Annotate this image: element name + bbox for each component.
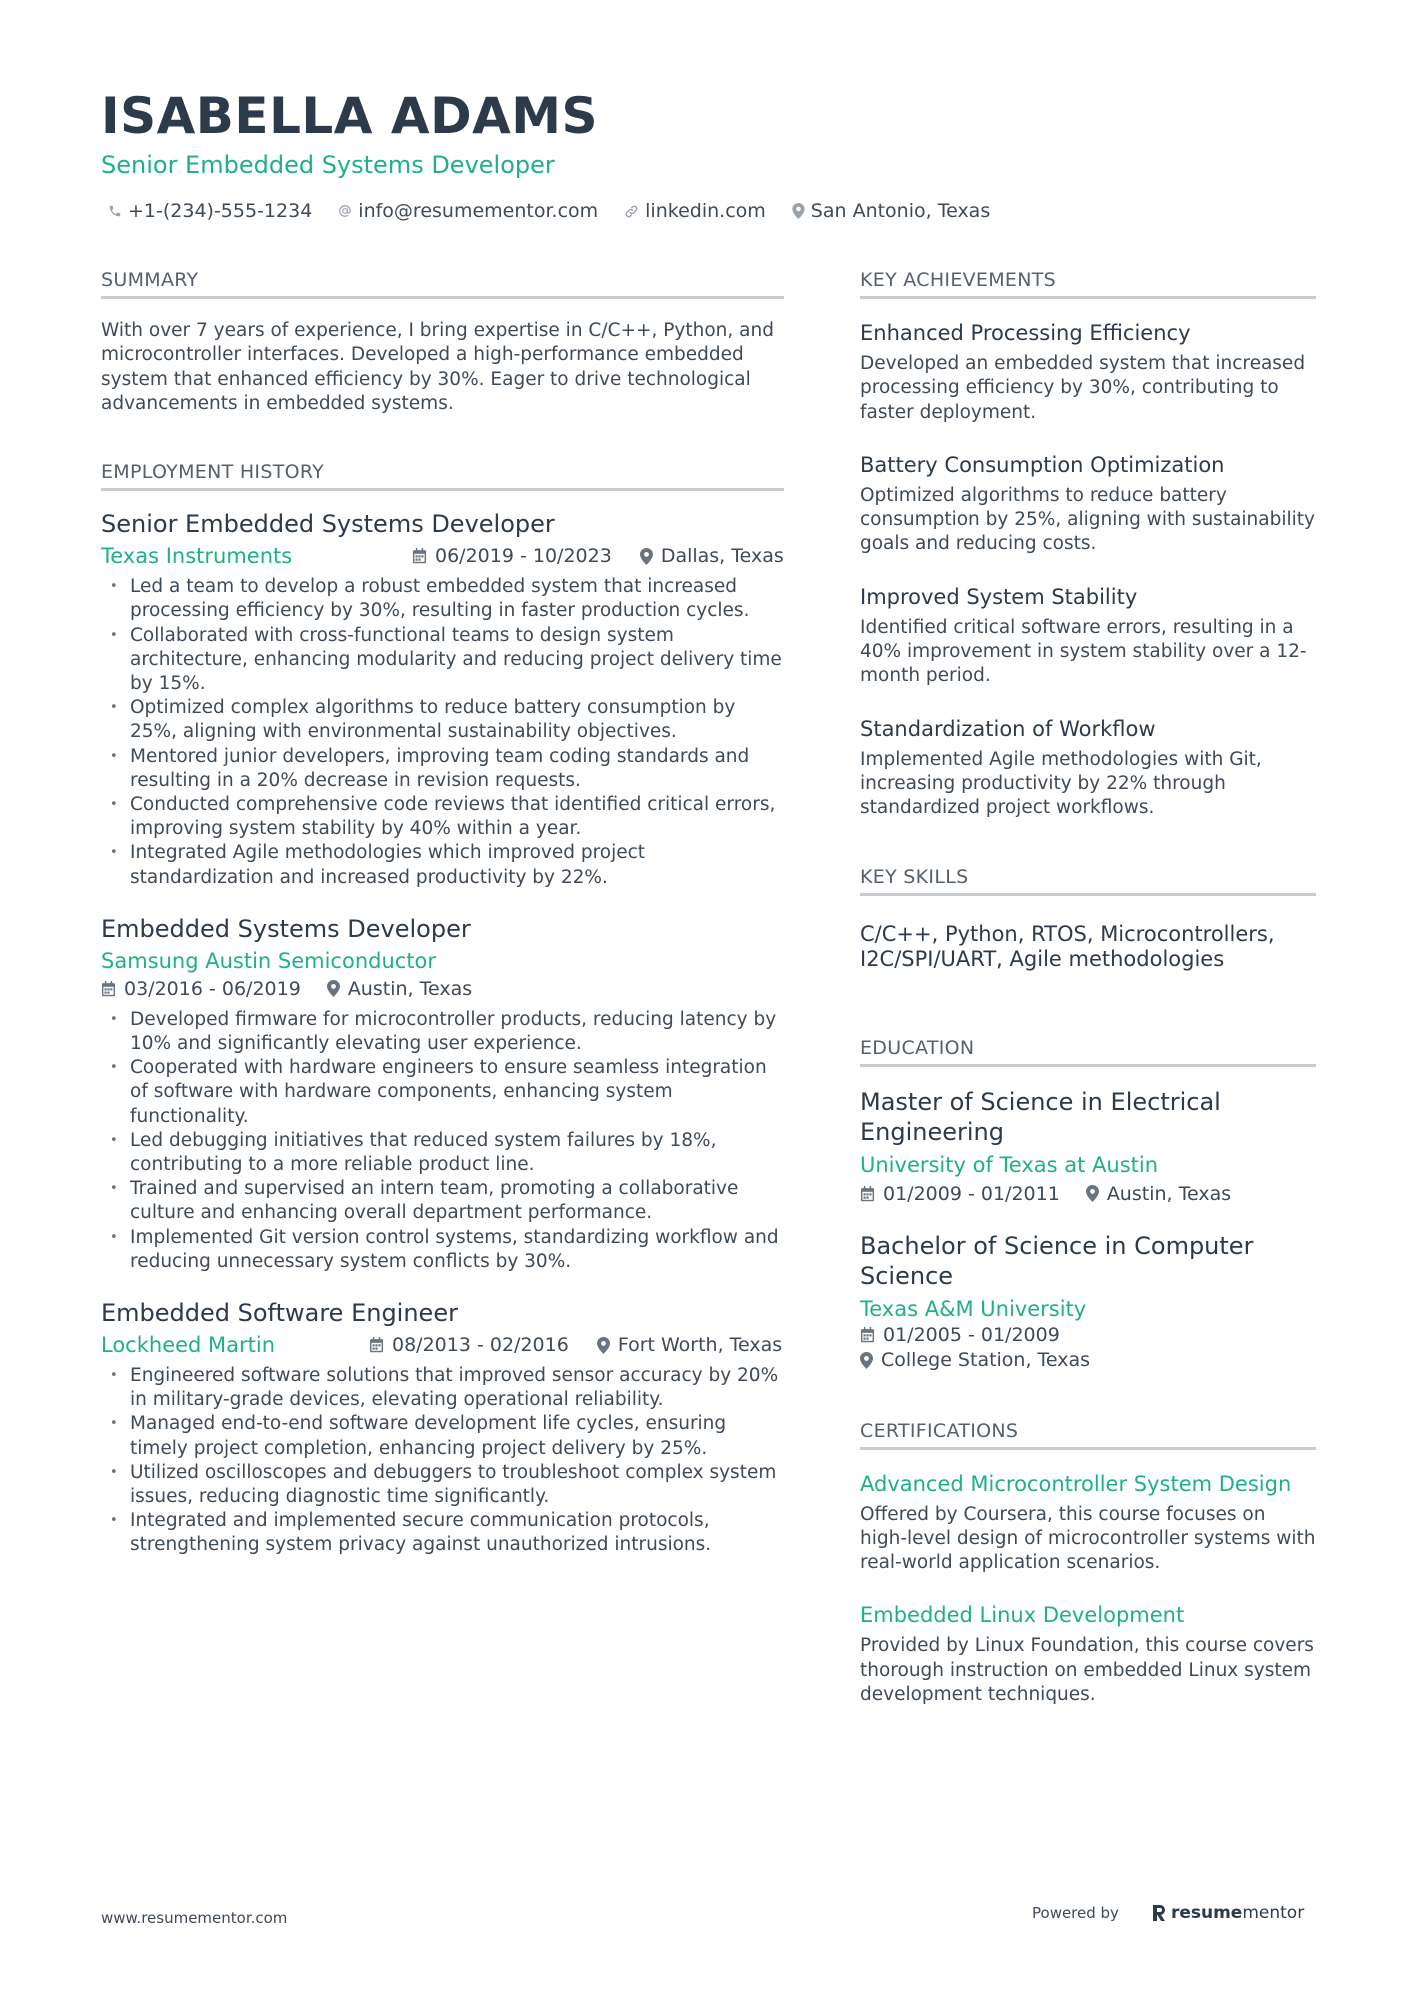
job-location bbox=[327, 974, 472, 1004]
job-meta bbox=[101, 541, 784, 571]
list-item: • Optimized complex algorithms to reduce battery consumption by 25%, aligning with environmental sustainability objectives. bbox=[101, 696, 784, 744]
job-location-text: Dallas, Texas bbox=[660, 545, 784, 568]
footer-website[interactable]: www.resumementor.com bbox=[101, 1909, 288, 1927]
list-item: • Mentored junior developers, improving team coding standards and resulting in a 20% decrease in revision requests. bbox=[101, 745, 784, 793]
achievement-desc: Implemented Agile methodologies with Git, increasing productivity by 22% through standardized project workflows. bbox=[860, 748, 1262, 819]
calendar-icon bbox=[369, 1337, 384, 1353]
job-entry bbox=[101, 914, 784, 1274]
list-item: • Cooperated with hardware engineers to ensure seamless integration of software with hardware components, enhancing system functionality. bbox=[101, 1056, 784, 1129]
calendar-icon bbox=[101, 981, 116, 997]
brand-logo[interactable] bbox=[1151, 1903, 1304, 1923]
location-pin-icon bbox=[1086, 1185, 1099, 1202]
education-item bbox=[860, 1087, 1316, 1209]
location-pin-icon bbox=[792, 203, 805, 219]
job-dates bbox=[412, 541, 612, 571]
certification-title: Embedded Linux Development bbox=[860, 1603, 1185, 1628]
job-dates-text: 03/2016 - 06/2019 bbox=[124, 977, 301, 1000]
skills-text: C/C++, Python, RTOS, Microcontrollers, I2C/SPI/UART, Agile methodologies bbox=[860, 921, 1275, 971]
email-text: info@resumementor.com bbox=[358, 200, 599, 222]
education-degree: Master of Science in Electrical Engineering bbox=[860, 1087, 1221, 1146]
certification-item bbox=[860, 1601, 1316, 1707]
achievement-title: Enhanced Processing Efficiency bbox=[860, 321, 1191, 345]
employment-heading: EMPLOYMENT HISTORY bbox=[101, 460, 784, 491]
list-item: • Led a team to develop a robust embedded system that increased processing efficiency by 30%, resulting in faster production cycles. bbox=[101, 575, 784, 623]
job-dates-text: 06/2019 - 10/2023 bbox=[435, 545, 612, 568]
list-item: • Integrated and implemented secure communication protocols, strengthening system privacy against unauthorized intrusions. bbox=[101, 1509, 784, 1557]
job-location bbox=[640, 541, 784, 571]
candidate-name: ISABELLA ADAMS bbox=[101, 87, 599, 145]
job-title: Embedded Software Engineer bbox=[101, 1299, 458, 1328]
education-dates-text: 01/2009 - 01/2011 bbox=[883, 1182, 1060, 1205]
job-location-text: Austin, Texas bbox=[347, 977, 473, 1000]
list-item: • Implemented Git version control systems, standardizing workflow and reducing unnecessary system conflicts by 30%. bbox=[101, 1226, 784, 1274]
list-item: • Managed end-to-end software development life cycles, ensuring timely project completion, enhancing project delivery by 25%. bbox=[101, 1412, 784, 1460]
achievements-heading: KEY ACHIEVEMENTS bbox=[860, 268, 1316, 299]
list-item: • Conducted comprehensive code reviews that identified critical errors, improving system stability by 40% within a year. bbox=[101, 793, 784, 841]
education-location-text: College Station, Texas bbox=[881, 1348, 1091, 1371]
contact-linkedin[interactable] bbox=[624, 198, 766, 224]
brand-bold-text: resume bbox=[1170, 1903, 1243, 1923]
achievement-desc: Identified critical software errors, resulting in a 40% improvement in system stability over a 12-month period. bbox=[860, 616, 1307, 687]
list-item: • Engineered software solutions that improved sensor accuracy by 20% in military-grade devices, elevating operational reliability. bbox=[101, 1364, 784, 1412]
achievement-item bbox=[860, 319, 1316, 425]
link-icon bbox=[624, 204, 639, 219]
job-bullets bbox=[101, 1364, 784, 1558]
education-degree: Bachelor of Science in Computer Science bbox=[860, 1231, 1254, 1290]
job-company: Lockheed Martin bbox=[101, 1333, 276, 1358]
summary-heading: SUMMARY bbox=[101, 268, 784, 299]
location-pin-icon bbox=[860, 1352, 873, 1369]
certification-desc: Provided by Linux Foundation, this course covers thorough instruction on embedded Linux system development techniques. bbox=[860, 1635, 1314, 1706]
job-meta bbox=[101, 974, 784, 1004]
education-location bbox=[1086, 1179, 1231, 1209]
achievement-item bbox=[860, 715, 1316, 821]
job-location-text: Fort Worth, Texas bbox=[617, 1334, 783, 1357]
job-bullets bbox=[101, 1008, 784, 1274]
contact-bar bbox=[108, 198, 1016, 224]
calendar-icon bbox=[412, 548, 427, 564]
resumementor-logo-icon bbox=[1151, 1903, 1167, 1923]
phone-icon bbox=[108, 204, 122, 218]
linkedin-text: linkedin.com bbox=[645, 200, 766, 222]
list-item: • Led debugging initiatives that reduced system failures by 18%, contributing to a more reliable product line. bbox=[101, 1129, 784, 1177]
phone-text: +1-(234)-555-1234 bbox=[128, 200, 313, 222]
education-school: University of Texas at Austin bbox=[860, 1152, 1159, 1177]
achievement-desc: Optimized algorithms to reduce battery consumption by 25%, aligning with sustainability goals and reducing costs. bbox=[860, 484, 1315, 555]
achievement-item bbox=[860, 451, 1316, 557]
education-heading: EDUCATION bbox=[860, 1036, 1316, 1067]
right-column bbox=[860, 268, 1316, 1707]
education-school: Texas A&M University bbox=[860, 1296, 1087, 1321]
powered-by-label: Powered by bbox=[1032, 1904, 1119, 1922]
certification-title: Advanced Microcontroller System Design bbox=[860, 1471, 1292, 1496]
list-item: • Trained and supervised an intern team, promoting a collaborative culture and enhancing overall department performance. bbox=[101, 1177, 784, 1225]
achievement-title: Battery Consumption Optimization bbox=[860, 452, 1225, 477]
achievement-desc: Developed an embedded system that increased processing efficiency by 30%, contributing to faster deployment. bbox=[860, 353, 1306, 423]
candidate-headline: Senior Embedded Systems Developer bbox=[101, 151, 555, 179]
education-location-text: Austin, Texas bbox=[1106, 1182, 1232, 1205]
location-pin-icon bbox=[597, 1337, 610, 1354]
education-meta bbox=[860, 1179, 1316, 1209]
education-item bbox=[860, 1231, 1316, 1373]
job-dates-text: 08/2013 - 02/2016 bbox=[392, 1334, 569, 1357]
job-bullets bbox=[101, 575, 784, 890]
list-item: • Collaborated with cross-functional teams to design system architecture, enhancing modularity and reducing project delivery time by 15%. bbox=[101, 624, 784, 697]
job-title: Senior Embedded Systems Developer bbox=[101, 510, 555, 539]
list-item: • Utilized oscilloscopes and debuggers to troubleshoot complex system issues, reducing diagnostic time significantly. bbox=[101, 1461, 784, 1509]
achievement-item bbox=[860, 583, 1316, 689]
achievement-title: Improved System Stability bbox=[860, 584, 1138, 609]
summary-text: With over 7 years of experience, I bring expertise in C/C++, Python, and microcontroller interfaces. Developed a high-performance embedded system that enhanced efficiency by 30%. Eager to drive technological advancements in embedded systems. bbox=[101, 320, 774, 414]
job-company: Texas Instruments bbox=[101, 544, 293, 569]
calendar-icon bbox=[860, 1186, 875, 1202]
job-location bbox=[597, 1330, 782, 1360]
left-column bbox=[101, 268, 784, 1558]
calendar-icon bbox=[860, 1327, 875, 1343]
location-text: San Antonio, Texas bbox=[810, 200, 991, 222]
list-item: • Developed firmware for microcontroller products, reducing latency by 10% and significantly elevating user experience. bbox=[101, 1008, 784, 1056]
brand-light-text: mentor bbox=[1242, 1903, 1305, 1923]
at-icon bbox=[338, 204, 352, 218]
education-dates bbox=[860, 1323, 1316, 1348]
location-pin-icon bbox=[640, 548, 653, 565]
job-entry bbox=[101, 509, 784, 890]
job-title: Embedded Systems Developer bbox=[101, 914, 471, 943]
achievement-title: Standardization of Workflow bbox=[860, 716, 1156, 741]
list-item: • Integrated Agile methodologies which improved project standardization and increased productivity by 22%. bbox=[101, 841, 784, 889]
footer-branding bbox=[1032, 1903, 1304, 1923]
certifications-heading: CERTIFICATIONS bbox=[860, 1419, 1316, 1450]
contact-email[interactable] bbox=[338, 198, 598, 224]
contact-phone[interactable] bbox=[108, 198, 312, 224]
certification-item bbox=[860, 1470, 1316, 1576]
job-dates bbox=[369, 1330, 569, 1360]
job-dates bbox=[101, 974, 301, 1004]
contact-location bbox=[792, 198, 990, 224]
job-company-row bbox=[101, 946, 784, 976]
education-dates bbox=[860, 1179, 1060, 1209]
certification-desc: Offered by Coursera, this course focuses on high-level design of microcontroller systems with real-world application scenarios. bbox=[860, 1503, 1316, 1574]
job-entry bbox=[101, 1298, 784, 1558]
job-meta bbox=[101, 1330, 784, 1360]
job-company: Samsung Austin Semiconductor bbox=[101, 948, 437, 973]
location-pin-icon bbox=[327, 980, 340, 997]
skills-heading: KEY SKILLS bbox=[860, 865, 1316, 896]
education-dates-text: 01/2005 - 01/2009 bbox=[883, 1323, 1060, 1346]
education-location bbox=[860, 1348, 1316, 1373]
